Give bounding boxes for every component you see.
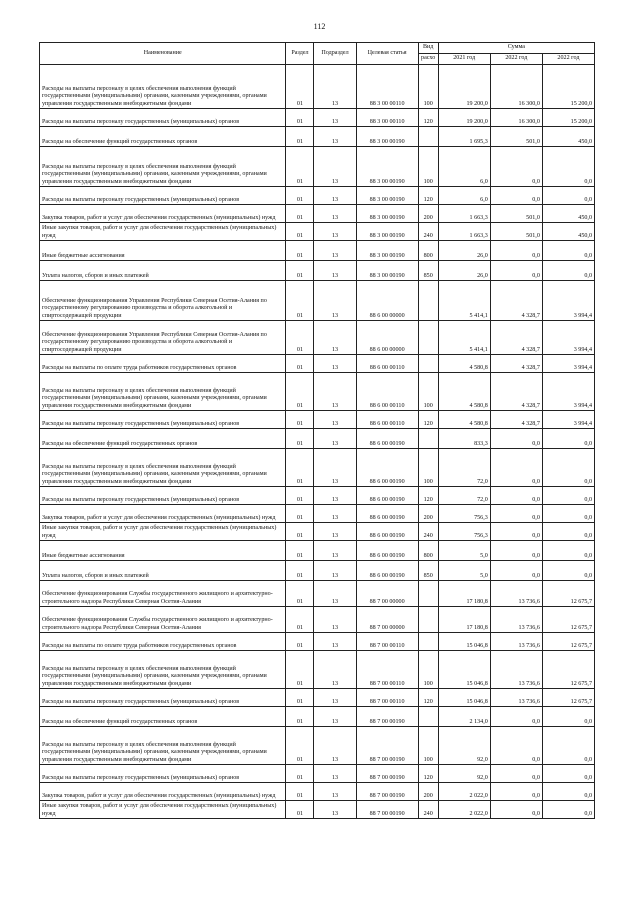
cell-podrazdel: 13 [314,581,356,607]
cell-name: Расходы на выплаты персоналу в целях обеспечения выполнения функций государственными (муниципальными) органами, казенными учреждениями, органами управления государственными внебюджетными фондами [40,727,286,765]
cell-2022-b: 12 675,7 [542,689,594,707]
cell-2021: 4 580,8 [438,373,490,411]
cell-vid [418,321,438,355]
cell-2021: 4 580,8 [438,411,490,429]
cell-podrazdel: 13 [314,411,356,429]
cell-2022-b: 0,0 [542,487,594,505]
cell-razdel: 01 [286,707,314,727]
cell-2022: 4 328,7 [490,411,542,429]
cell-razdel: 01 [286,223,314,241]
cell-razdel: 01 [286,65,314,109]
cell-2022: 16 300,0 [490,109,542,127]
table-row [40,541,595,561]
cell-2021: 26,0 [438,261,490,281]
table-row [40,321,595,355]
cell-2021: 2 022,0 [438,783,490,801]
table-row [40,449,595,487]
cell-vid: 120 [418,765,438,783]
cell-name: Расходы на выплаты персоналу государственных (муниципальных) органов [40,689,286,707]
cell-2022-b: 3 994,4 [542,355,594,373]
cell-2022-b: 0,0 [542,241,594,261]
cell-podrazdel: 13 [314,487,356,505]
cell-2022: 0,0 [490,523,542,541]
cell-vid: 200 [418,205,438,223]
cell-2022-b: 0,0 [542,261,594,281]
cell-razdel: 01 [286,147,314,187]
cell-2022: 13 736,6 [490,607,542,633]
cell-name: Расходы на выплаты по оплате труда работников государственных органов [40,355,286,373]
cell-statya: 88 3 00 00190 [356,223,418,241]
table-row [40,523,595,541]
cell-vid: 100 [418,373,438,411]
cell-name: Расходы на выплаты персоналу в целях обеспечения выполнения функций государственными (муниципальными) органами, казенными учреждениями, органами управления государственными внебюджетными фондами [40,651,286,689]
cell-2022: 0,0 [490,707,542,727]
header-year-2022: 2022 год [490,54,542,65]
table-row [40,765,595,783]
cell-podrazdel: 13 [314,109,356,127]
cell-name: Расходы на выплаты по оплате труда работников государственных органов [40,633,286,651]
table-row [40,505,595,523]
cell-vid [418,607,438,633]
cell-podrazdel: 13 [314,689,356,707]
cell-razdel: 01 [286,109,314,127]
cell-vid [418,429,438,449]
cell-2022-b: 0,0 [542,765,594,783]
cell-podrazdel: 13 [314,607,356,633]
cell-vid [418,281,438,321]
header-year-2022-b: 2022 год [542,54,594,65]
cell-statya: 88 3 00 00190 [356,147,418,187]
cell-2021: 833,3 [438,429,490,449]
cell-name: Расходы на выплаты персоналу в целях обеспечения выполнения функций государственными (муниципальными) органами, казенными учреждениями, органами управления государственными внебюджетными фондами [40,65,286,109]
cell-2022: 0,0 [490,187,542,205]
cell-name: Обеспечение функционирования Службы государственного жилищного и архитектурно-строительного надзора Республики Северная Осетия-Алания [40,581,286,607]
cell-name: Иные закупки товаров, работ и услуг для обеспечения государственных (муниципальных) нужд [40,801,286,819]
cell-statya: 88 7 00 00190 [356,707,418,727]
cell-podrazdel: 13 [314,355,356,373]
cell-2021: 92,0 [438,765,490,783]
table-row [40,607,595,633]
cell-name: Расходы на выплаты персоналу государственных (муниципальных) органов [40,765,286,783]
cell-2021: 15 046,8 [438,689,490,707]
cell-2021: 26,0 [438,241,490,261]
cell-2022-b: 450,0 [542,223,594,241]
cell-statya: 88 6 00 00190 [356,541,418,561]
cell-2022: 0,0 [490,541,542,561]
cell-name: Иные закупки товаров, работ и услуг для обеспечения государственных (муниципальных) нужд [40,523,286,541]
cell-statya: 88 7 00 00110 [356,633,418,651]
cell-vid: 850 [418,561,438,581]
cell-vid: 120 [418,411,438,429]
cell-razdel: 01 [286,281,314,321]
cell-2022: 0,0 [490,241,542,261]
cell-vid: 240 [418,801,438,819]
cell-vid [418,355,438,373]
cell-razdel: 01 [286,127,314,147]
cell-2021: 6,0 [438,187,490,205]
cell-2022-b: 0,0 [542,449,594,487]
cell-podrazdel: 13 [314,241,356,261]
header-vid-2: расхо [418,54,438,65]
cell-statya: 88 3 00 00190 [356,205,418,223]
cell-2021: 1 695,3 [438,127,490,147]
cell-2022-b: 12 675,7 [542,581,594,607]
cell-2022-b: 0,0 [542,801,594,819]
cell-razdel: 01 [286,689,314,707]
cell-statya: 88 7 00 00190 [356,783,418,801]
cell-podrazdel: 13 [314,449,356,487]
cell-name: Расходы на выплаты персоналу в целях обеспечения выполнения функций государственными (муниципальными) органами, казенными учреждениями, органами управления государственными внебюджетными фондами [40,373,286,411]
header-vid: Вид [418,43,438,54]
cell-podrazdel: 13 [314,541,356,561]
cell-2022-b: 0,0 [542,147,594,187]
cell-2022: 0,0 [490,765,542,783]
cell-razdel: 01 [286,355,314,373]
cell-2022: 501,0 [490,223,542,241]
cell-podrazdel: 13 [314,727,356,765]
table-row [40,689,595,707]
cell-2022: 0,0 [490,261,542,281]
cell-statya: 88 3 00 00110 [356,109,418,127]
cell-2022: 13 736,6 [490,581,542,607]
cell-2021: 72,0 [438,449,490,487]
table-row [40,373,595,411]
cell-razdel: 01 [286,727,314,765]
header-razdel: Раздел [286,43,314,65]
cell-vid: 200 [418,505,438,523]
cell-name: Иные бюджетные ассигнования [40,541,286,561]
cell-2022: 501,0 [490,205,542,223]
table-row [40,429,595,449]
cell-2021: 72,0 [438,487,490,505]
table-row [40,127,595,147]
cell-statya: 88 6 00 00190 [356,561,418,581]
cell-2022: 13 736,6 [490,633,542,651]
cell-vid: 120 [418,109,438,127]
cell-statya: 88 7 00 00110 [356,651,418,689]
cell-podrazdel: 13 [314,187,356,205]
cell-2022-b: 0,0 [542,783,594,801]
cell-2022-b: 12 675,7 [542,651,594,689]
cell-vid: 100 [418,651,438,689]
cell-2021: 756,3 [438,505,490,523]
cell-2022-b: 0,0 [542,561,594,581]
cell-podrazdel: 13 [314,429,356,449]
cell-2022: 4 328,7 [490,321,542,355]
cell-statya: 88 3 00 00190 [356,127,418,147]
cell-vid: 850 [418,261,438,281]
cell-podrazdel: 13 [314,147,356,187]
cell-2021: 17 180,8 [438,581,490,607]
cell-name: Закупка товаров, работ и услуг для обеспечения государственных (муниципальных) нужд [40,205,286,223]
table-row [40,355,595,373]
cell-razdel: 01 [286,373,314,411]
cell-2021: 92,0 [438,727,490,765]
cell-statya: 88 3 00 00190 [356,187,418,205]
table-row [40,65,595,109]
cell-statya: 88 6 00 00110 [356,355,418,373]
cell-name: Расходы на выплаты персоналу в целях обеспечения выполнения функций государственными (муниципальными) органами, казенными учреждениями, органами управления государственными внебюджетными фондами [40,449,286,487]
cell-2022-b: 3 994,4 [542,281,594,321]
cell-name: Расходы на выплаты персоналу государственных (муниципальных) органов [40,187,286,205]
cell-vid [418,581,438,607]
cell-name: Иные бюджетные ассигнования [40,241,286,261]
cell-statya: 88 7 00 00190 [356,765,418,783]
cell-name: Закупка товаров, работ и услуг для обеспечения государственных (муниципальных) нужд [40,783,286,801]
cell-razdel: 01 [286,487,314,505]
cell-2021: 5,0 [438,541,490,561]
cell-razdel: 01 [286,241,314,261]
cell-vid: 100 [418,147,438,187]
cell-vid: 240 [418,223,438,241]
cell-statya: 88 7 00 00000 [356,607,418,633]
cell-statya: 88 3 00 00190 [356,241,418,261]
page-number: 112 [313,22,326,31]
cell-statya: 88 6 00 00190 [356,487,418,505]
cell-statya: 88 6 00 00190 [356,505,418,523]
cell-2022-b: 0,0 [542,541,594,561]
header-year-2021: 2021 год [438,54,490,65]
cell-statya: 88 6 00 00000 [356,321,418,355]
cell-podrazdel: 13 [314,373,356,411]
cell-name: Расходы на обеспечение функций государственных органов [40,127,286,147]
cell-2021: 15 046,8 [438,651,490,689]
cell-2021: 2 022,0 [438,801,490,819]
cell-statya: 88 3 00 00110 [356,65,418,109]
cell-2021: 19 200,0 [438,65,490,109]
cell-razdel: 01 [286,261,314,281]
table-row [40,205,595,223]
cell-2022-b: 0,0 [542,523,594,541]
cell-razdel: 01 [286,581,314,607]
cell-2021: 6,0 [438,147,490,187]
table-row [40,241,595,261]
header-name: Наименование [40,43,286,65]
table-row [40,727,595,765]
cell-2021: 17 180,8 [438,607,490,633]
cell-vid: 800 [418,241,438,261]
cell-2021: 15 046,8 [438,633,490,651]
cell-2022: 0,0 [490,801,542,819]
cell-razdel: 01 [286,205,314,223]
header-podrazdel: Подраздел [314,43,356,65]
cell-podrazdel: 13 [314,523,356,541]
cell-name: Обеспечение функционирования Управления Республики Северная Осетия-Алания по государственному регулированию производства и оборота алкогольной и спиртосодержащей продукции [40,281,286,321]
cell-2022: 0,0 [490,727,542,765]
cell-razdel: 01 [286,561,314,581]
table-row [40,561,595,581]
cell-2022: 0,0 [490,487,542,505]
cell-vid: 100 [418,727,438,765]
cell-name: Расходы на выплаты персоналу в целях обеспечения выполнения функций государственными (муниципальными) органами, казенными учреждениями, органами управления государственными внебюджетными фондами [40,147,286,187]
cell-razdel: 01 [286,429,314,449]
cell-name: Иные закупки товаров, работ и услуг для обеспечения государственных (муниципальных) нужд [40,223,286,241]
cell-statya: 88 6 00 00000 [356,281,418,321]
cell-podrazdel: 13 [314,707,356,727]
cell-2022-b: 12 675,7 [542,633,594,651]
cell-podrazdel: 13 [314,783,356,801]
cell-podrazdel: 13 [314,765,356,783]
cell-razdel: 01 [286,765,314,783]
cell-statya: 88 3 00 00190 [356,261,418,281]
cell-podrazdel: 13 [314,505,356,523]
cell-2022: 0,0 [490,147,542,187]
cell-2022: 0,0 [490,505,542,523]
cell-2021: 5 414,1 [438,321,490,355]
cell-2022: 0,0 [490,449,542,487]
table-row [40,223,595,241]
cell-2021: 1 663,3 [438,223,490,241]
budget-table [39,42,595,819]
cell-name: Расходы на обеспечение функций государственных органов [40,707,286,727]
cell-2022: 4 328,7 [490,355,542,373]
cell-2022-b: 450,0 [542,127,594,147]
cell-name: Обеспечение функционирования Службы государственного жилищного и архитектурно-строительного надзора Республики Северная Осетия-Алания [40,607,286,633]
cell-2022-b: 0,0 [542,429,594,449]
table-row [40,411,595,429]
cell-2022-b: 0,0 [542,707,594,727]
cell-2021: 5 414,1 [438,281,490,321]
cell-name: Уплата налогов, сборов и иных платежей [40,261,286,281]
cell-2022: 0,0 [490,783,542,801]
cell-name: Закупка товаров, работ и услуг для обеспечения государственных (муниципальных) нужд [40,505,286,523]
cell-vid: 100 [418,65,438,109]
cell-razdel: 01 [286,541,314,561]
cell-statya: 88 6 00 00190 [356,523,418,541]
cell-podrazdel: 13 [314,205,356,223]
cell-statya: 88 7 00 00110 [356,689,418,707]
cell-name: Обеспечение функционирования Управления Республики Северная Осетия-Алания по государственному регулированию производства и оборота алкогольной и спиртосодержащей продукции [40,321,286,355]
cell-statya: 88 6 00 00110 [356,373,418,411]
cell-vid: 120 [418,689,438,707]
cell-2022: 16 300,0 [490,65,542,109]
cell-podrazdel: 13 [314,561,356,581]
cell-2022-b: 0,0 [542,505,594,523]
table-row [40,147,595,187]
cell-podrazdel: 13 [314,321,356,355]
table-row [40,261,595,281]
cell-2021: 756,3 [438,523,490,541]
cell-razdel: 01 [286,607,314,633]
cell-podrazdel: 13 [314,127,356,147]
cell-podrazdel: 13 [314,651,356,689]
cell-razdel: 01 [286,187,314,205]
cell-razdel: 01 [286,449,314,487]
cell-2022-b: 3 994,4 [542,411,594,429]
cell-razdel: 01 [286,651,314,689]
cell-podrazdel: 13 [314,801,356,819]
cell-2022: 0,0 [490,561,542,581]
cell-statya: 88 6 00 00110 [356,411,418,429]
cell-statya: 88 6 00 00190 [356,429,418,449]
cell-2022: 0,0 [490,429,542,449]
cell-name: Уплата налогов, сборов и иных платежей [40,561,286,581]
cell-2022-b: 3 994,4 [542,321,594,355]
cell-vid: 120 [418,487,438,505]
cell-razdel: 01 [286,321,314,355]
table-row [40,281,595,321]
table-row [40,581,595,607]
cell-podrazdel: 13 [314,223,356,241]
table-row [40,783,595,801]
cell-podrazdel: 13 [314,65,356,109]
table-row [40,651,595,689]
cell-vid: 800 [418,541,438,561]
cell-vid: 100 [418,449,438,487]
table-row [40,707,595,727]
cell-2022-b: 12 675,7 [542,607,594,633]
cell-2022: 13 736,6 [490,651,542,689]
cell-2021: 2 134,0 [438,707,490,727]
table-row [40,487,595,505]
cell-vid [418,707,438,727]
header-statya: Целевая статья [356,43,418,65]
table-row [40,187,595,205]
cell-vid: 200 [418,783,438,801]
cell-2021: 19 200,0 [438,109,490,127]
cell-razdel: 01 [286,523,314,541]
cell-2022: 13 736,6 [490,689,542,707]
cell-2022: 501,0 [490,127,542,147]
cell-razdel: 01 [286,801,314,819]
cell-statya: 88 6 00 00190 [356,449,418,487]
cell-name: Расходы на выплаты персоналу государственных (муниципальных) органов [40,109,286,127]
cell-razdel: 01 [286,633,314,651]
cell-podrazdel: 13 [314,281,356,321]
cell-statya: 88 7 00 00000 [356,581,418,607]
cell-statya: 88 7 00 00190 [356,727,418,765]
table-row [40,633,595,651]
cell-name: Расходы на выплаты персоналу государственных (муниципальных) органов [40,411,286,429]
cell-2021: 1 663,3 [438,205,490,223]
cell-2022-b: 15 200,0 [542,109,594,127]
cell-2022-b: 450,0 [542,205,594,223]
cell-2022-b: 0,0 [542,727,594,765]
table-row [40,801,595,819]
cell-name: Расходы на выплаты персоналу государственных (муниципальных) органов [40,487,286,505]
table-row [40,109,595,127]
cell-2022: 4 328,7 [490,281,542,321]
cell-2022: 4 328,7 [490,373,542,411]
cell-2022-b: 3 994,4 [542,373,594,411]
cell-statya: 88 7 00 00190 [356,801,418,819]
cell-vid [418,127,438,147]
header-summa: Сумма [438,43,594,54]
cell-name: Расходы на обеспечение функций государственных органов [40,429,286,449]
cell-2022-b: 0,0 [542,187,594,205]
cell-podrazdel: 13 [314,633,356,651]
cell-razdel: 01 [286,411,314,429]
cell-2021: 4 580,8 [438,355,490,373]
cell-razdel: 01 [286,783,314,801]
cell-vid: 120 [418,187,438,205]
cell-razdel: 01 [286,505,314,523]
cell-2021: 5,0 [438,561,490,581]
cell-podrazdel: 13 [314,261,356,281]
cell-vid [418,633,438,651]
cell-2022-b: 15 200,0 [542,65,594,109]
cell-vid: 240 [418,523,438,541]
